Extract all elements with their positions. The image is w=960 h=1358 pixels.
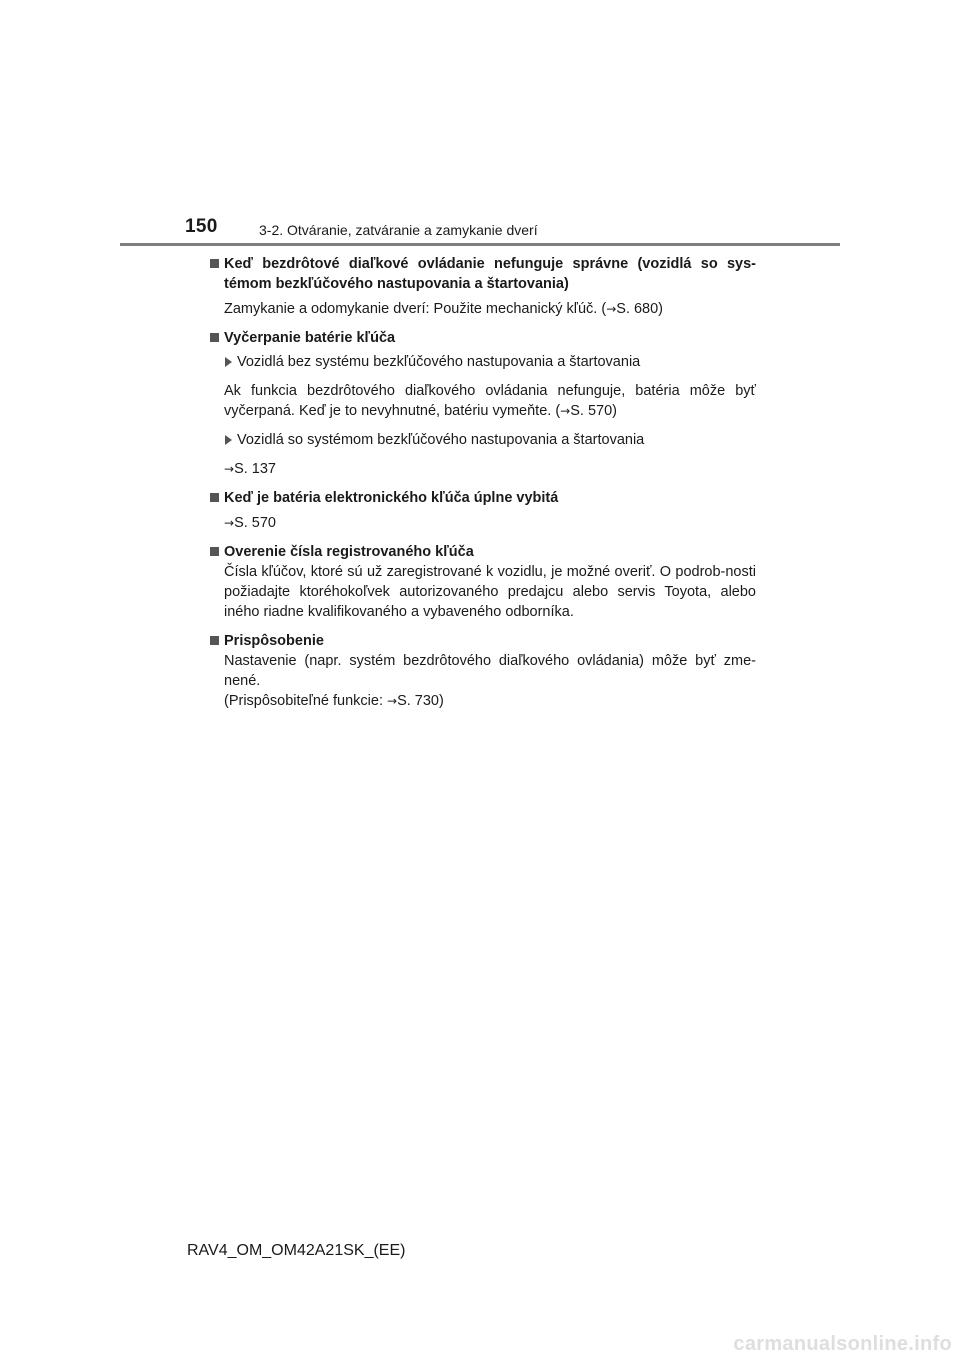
page-number: 150	[185, 216, 218, 237]
page-content	[210, 254, 756, 720]
note-body-reference	[210, 691, 756, 711]
note-heading	[210, 542, 756, 562]
note-heading-text: Keď je batéria elektronického kľúča úplne vybitá	[224, 490, 559, 506]
note-body	[210, 562, 756, 622]
arrow-right-icon: →	[224, 462, 235, 476]
note-body-text: Čísla kľúčov, ktoré sú už zaregistrované k vozidlu, je možné overiť. O podrob-nosti požiadajte ktoréhokoľvek autorizovaného predajcu alebo servis Toyota, alebo iného riadne kvalifikovaného a vybaveného odborníka.	[224, 564, 756, 620]
note-heading-text: Prispôsobenie	[224, 633, 324, 649]
triangle-bullet-icon	[225, 357, 232, 367]
square-bullet-icon	[210, 636, 219, 645]
document-code: RAV4_OM_OM42A21SK_(EE)	[187, 1242, 406, 1259]
page-reference: S. 137	[234, 461, 276, 477]
note-body	[210, 381, 756, 421]
watermark: carmanualsonline.info	[733, 1333, 952, 1355]
square-bullet-icon	[210, 259, 219, 268]
subheading-text: Vozidlá bez systému bezkľúčového nastupovania a štartovania	[237, 354, 641, 370]
subheading-without-smart-entry	[210, 352, 756, 372]
note-registered-key-number	[210, 542, 756, 622]
square-bullet-icon	[210, 547, 219, 556]
subheading-with-smart-entry	[210, 430, 756, 450]
header-divider	[120, 243, 840, 246]
square-bullet-icon	[210, 333, 219, 342]
section-title: 3-2. Otváranie, zatváranie a zamykanie dverí	[259, 222, 538, 238]
note-body-text: (Prispôsobiteľné funkcie:	[224, 693, 388, 709]
page-reference: S. 570	[234, 515, 276, 531]
note-heading-text: Overenie čísla registrovaného kľúča	[224, 544, 474, 560]
note-key-battery-dead	[210, 488, 756, 533]
arrow-right-icon: →	[560, 404, 571, 418]
note-body	[210, 513, 756, 533]
note-body-text: Nastavenie (napr. systém bezdrôtového diaľkového ovládania) môže byť zme-nené.	[224, 653, 756, 689]
note-remote-malfunction	[210, 254, 756, 319]
note-heading	[210, 328, 756, 348]
note-heading	[210, 631, 756, 651]
note-heading-text: Keď bezdrôtové diaľkové ovládanie nefunguje správne (vozidlá so sys-témom bezkľúčového nastupovania a štartovania)	[224, 256, 756, 292]
page-reference: S. 570)	[570, 403, 617, 419]
arrow-right-icon: →	[224, 516, 235, 530]
note-heading	[210, 488, 756, 508]
arrow-right-icon: →	[606, 302, 617, 316]
page-reference: S. 680)	[616, 301, 664, 317]
note-customization	[210, 631, 756, 711]
page-reference: S. 730)	[397, 693, 444, 709]
note-heading-text: Vyčerpanie batérie kľúča	[224, 330, 396, 346]
note-body	[210, 459, 756, 479]
note-heading	[210, 254, 756, 294]
square-bullet-icon	[210, 493, 219, 502]
note-key-battery-depletion	[210, 328, 756, 479]
note-body	[210, 651, 756, 691]
arrow-right-icon: →	[387, 694, 398, 708]
note-body-text: Zamykanie a odomykanie dverí: Použite mechanický kľúč. (	[224, 301, 607, 317]
note-body-text: Ak funkcia bezdrôtového diaľkového ovládania nefunguje, batéria môže byť vyčerpaná. Keď je to nevyhnutné, batériu vymeňte. (	[224, 383, 756, 419]
subheading-text: Vozidlá so systémom bezkľúčového nastupovania a štartovania	[237, 432, 645, 448]
note-body	[210, 299, 756, 319]
triangle-bullet-icon	[225, 435, 232, 445]
